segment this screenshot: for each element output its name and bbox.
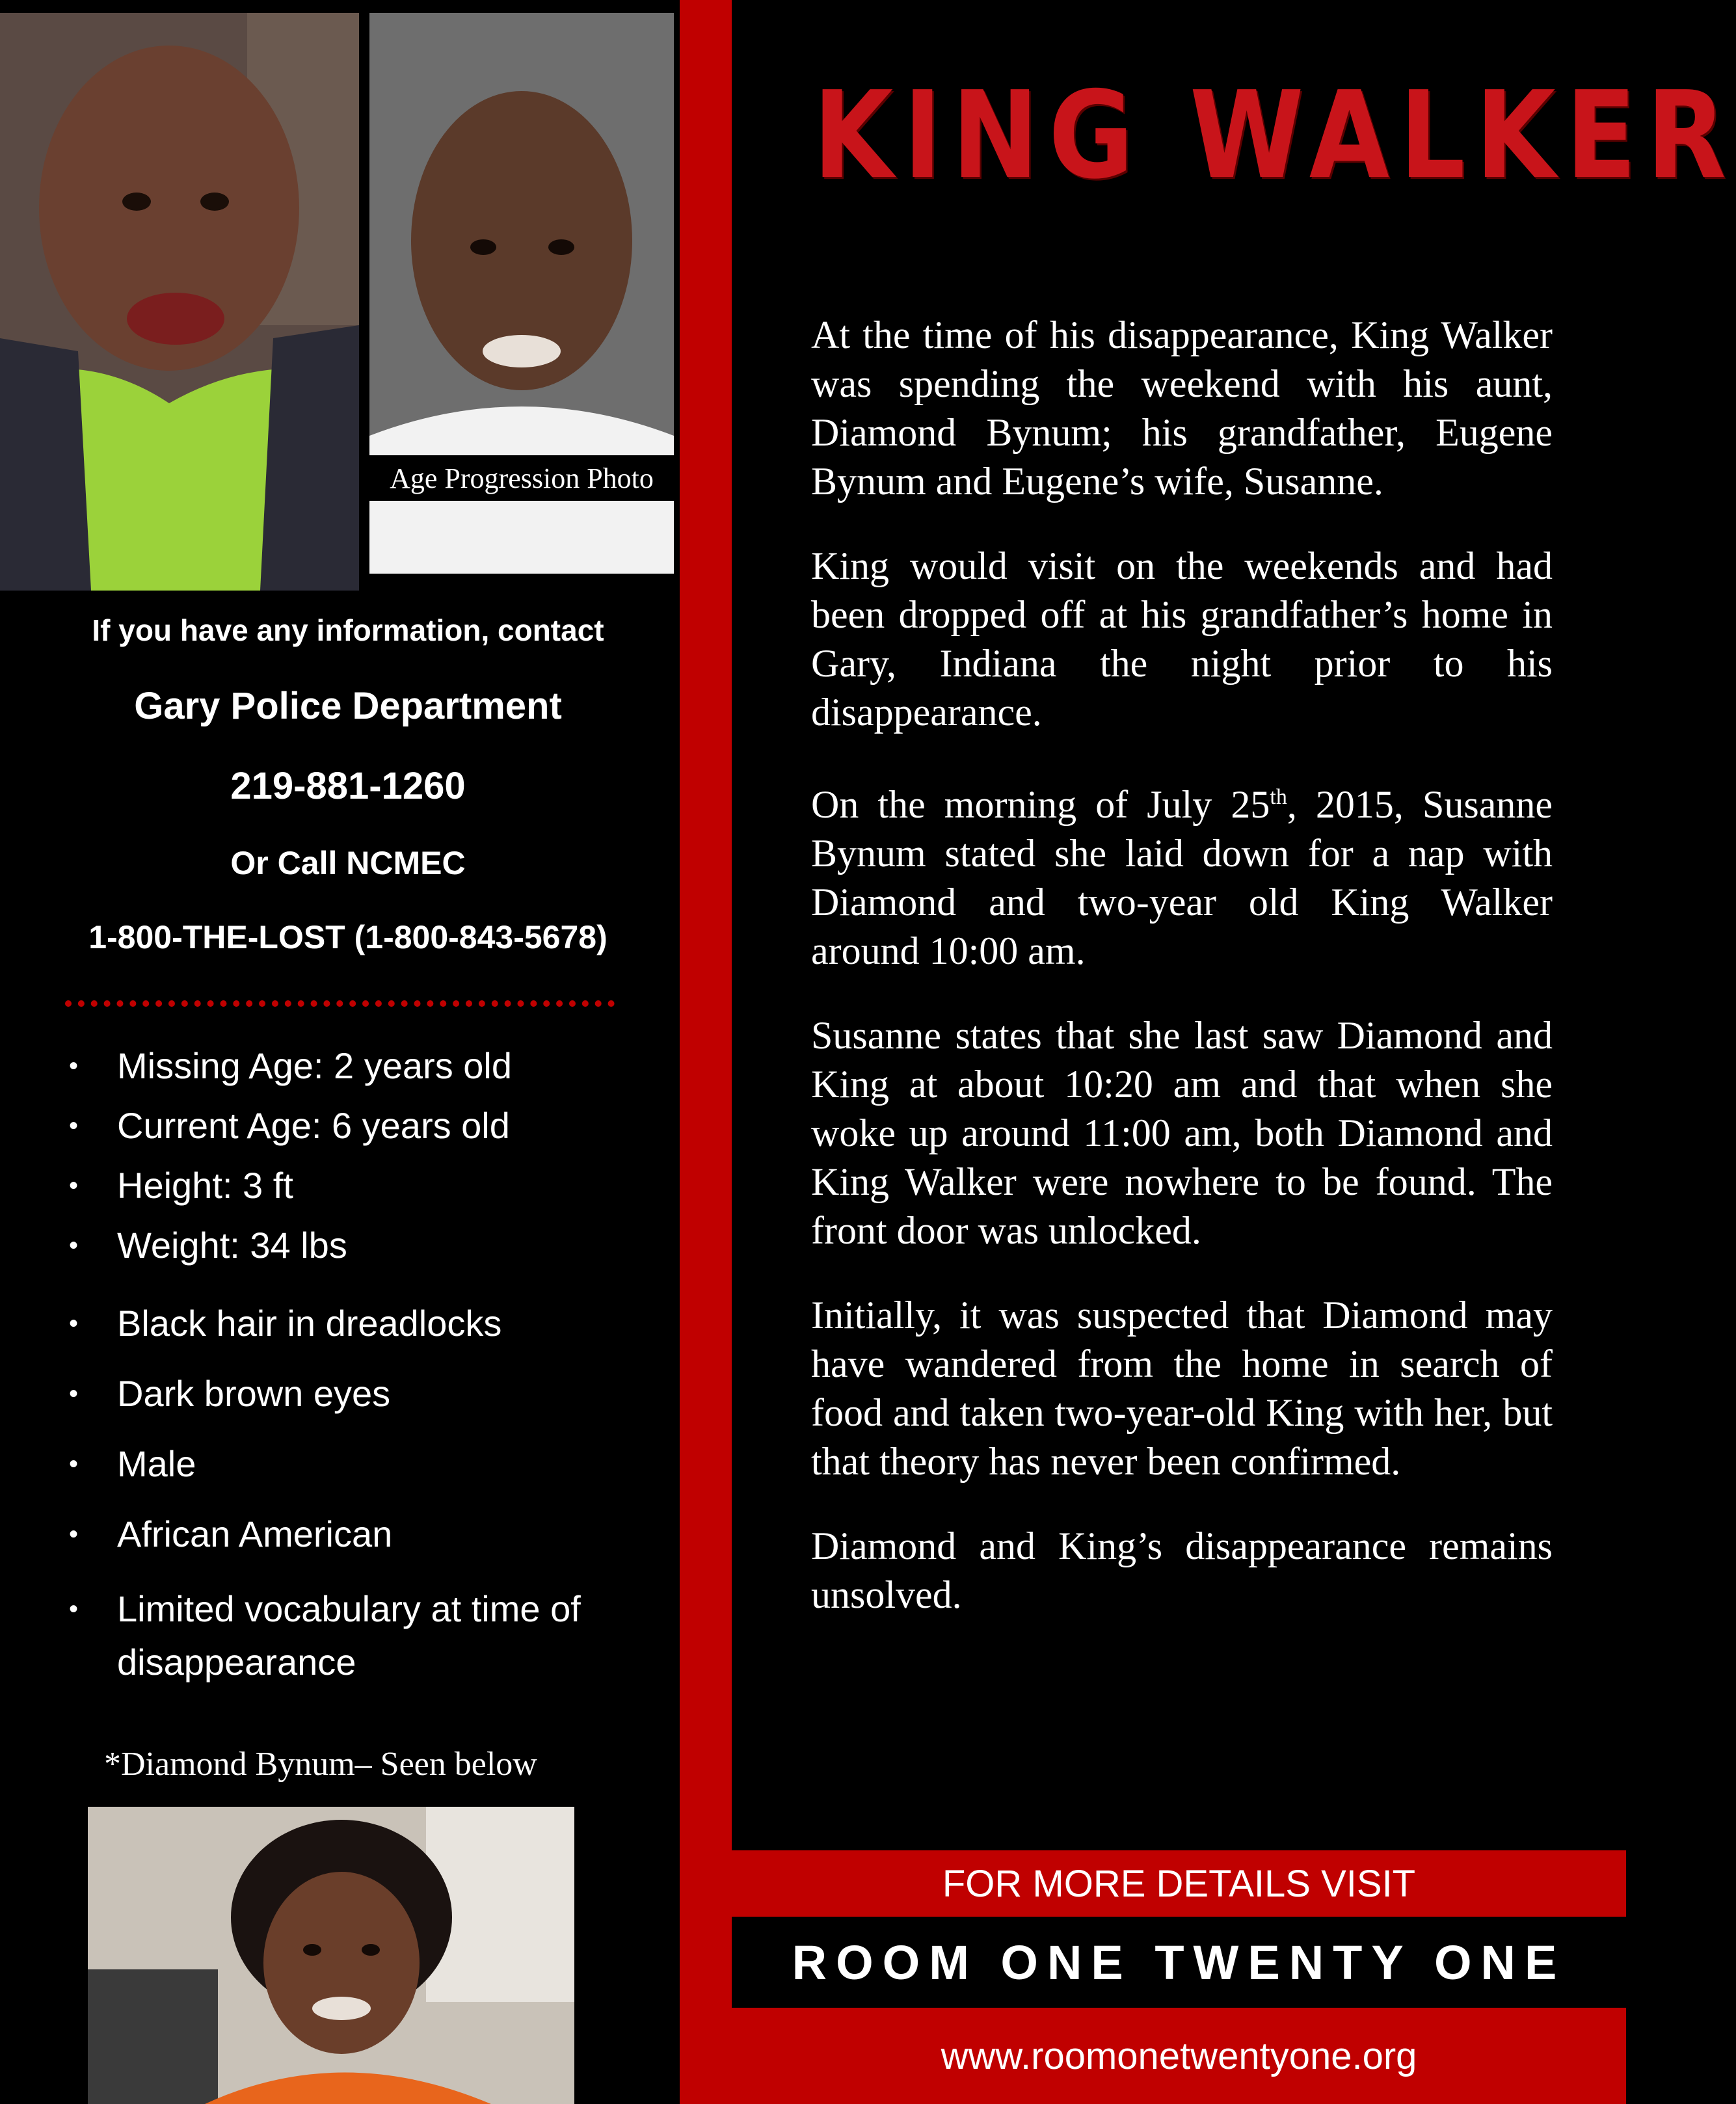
- fact-item: • Current Age: 6 years old: [69, 1105, 510, 1146]
- visit-banner: FOR MORE DETAILS VISIT: [732, 1850, 1626, 1917]
- page-title: KING WALKER: [813, 65, 1736, 206]
- story-paragraph: Initially, it was suspected that Diamond may have wandered from the home in search of food and taken two-year-old King with her, but that theory has never been confirmed.: [811, 1294, 1553, 1483]
- age-progression-caption: Age Progression Photo: [369, 455, 674, 501]
- contact-intro: If you have any information, contact: [92, 613, 604, 647]
- story-paragraph: Diamond and King’s disappearance remains unsolved.: [811, 1525, 1553, 1616]
- fact-item: • Male: [69, 1443, 196, 1484]
- fact-item: • Weight: 34 lbs: [69, 1225, 347, 1266]
- fact-item: • Black hair in dreadlocks: [69, 1303, 502, 1344]
- fact-item: • Missing Age: 2 years old: [69, 1045, 512, 1086]
- contact-alt-phone[interactable]: 1-800-THE-LOST (1-800-843-5678): [88, 919, 608, 955]
- brand-banner: ROOM ONE TWENTY ONE: [732, 1917, 1626, 2008]
- contact-alt-label: Or Call NCMEC: [230, 845, 466, 881]
- story-paragraph: Susanne states that she last saw Diamond and King at about 10:20 am and that when she woke up around 11:00 am, both Diamond and King Walker were nowhere to be found. The front door was unlocked.: [811, 1014, 1553, 1252]
- red-divider-bar: [680, 0, 732, 2104]
- contact-agency-phone[interactable]: 219-881-1260: [230, 765, 466, 807]
- diamond-photo: [88, 1807, 574, 2104]
- facts-list: [59, 1044, 644, 1689]
- story-text: [811, 311, 1553, 1655]
- diamond-caption: *Diamond Bynum– Seen below: [104, 1746, 537, 1783]
- website-link[interactable]: www.roomonetwentyone.org: [732, 2008, 1626, 2104]
- story-paragraph: King would visit on the weekends and had been dropped off at his grandfather’s home in Gary, Indiana the night prior to his disappearance.: [811, 544, 1553, 734]
- fact-item: • Dark brown eyes: [69, 1373, 391, 1414]
- fact-item: • African American: [69, 1513, 393, 1554]
- dotted-divider: [65, 1000, 615, 1007]
- toddler-photo: [0, 13, 359, 591]
- fact-item: • Height: 3 ft: [69, 1165, 293, 1206]
- story-paragraph: On the morning of July 25th, 2015, Susanne Bynum stated she laid down for a nap with Diamond and two-year old King Walker around 10:00 am.: [811, 783, 1553, 972]
- story-paragraph: At the time of his disappearance, King Walker was spending the weekend with his aunt, Diamond Bynum; his grandfather, Eugene Bynum and Eugene’s wife, Susanne.: [811, 313, 1553, 503]
- fact-item: • Limited vocabulary at time of disappearance: [69, 1588, 581, 1683]
- contact-agency: Gary Police Department: [134, 685, 562, 727]
